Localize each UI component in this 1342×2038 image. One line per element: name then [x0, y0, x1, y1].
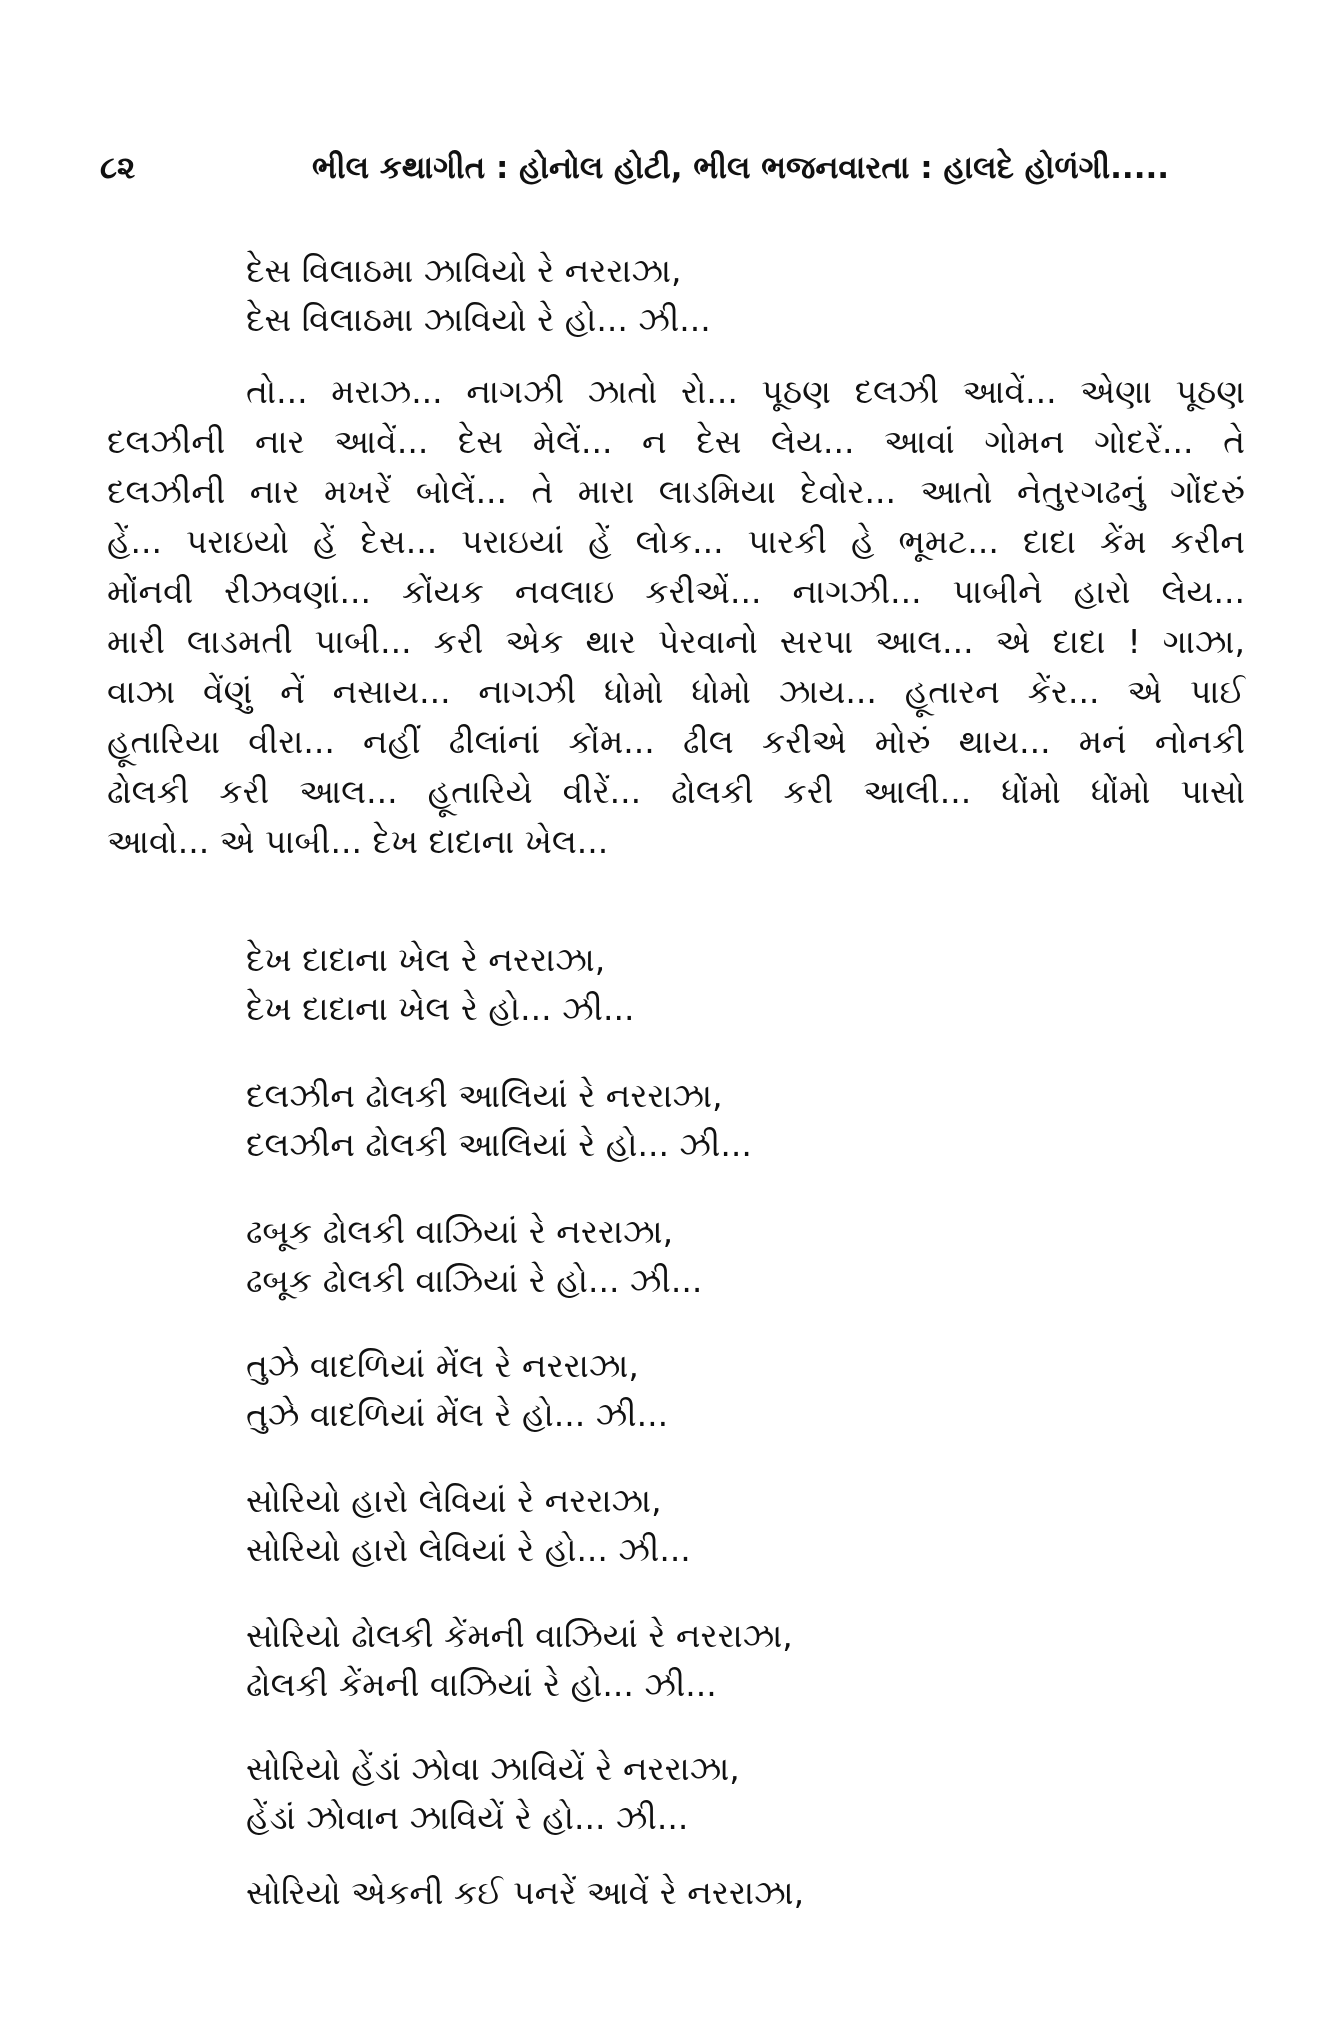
verse-line: દેખ દાદાના ખેલ રે નરરાઝા,	[246, 940, 606, 979]
prose-line: તો... મરાઝ... નાગઝી ઝાતો રો... પૂઠણ દલઝી આવેં... એણા પૂઠણ	[246, 372, 1245, 411]
prose-line: દલઝીની નાર આવેં... દેસ મેલેં... ન દેસ લેય... આવાં ગોમન ગોદરેં... તે	[107, 422, 1245, 461]
prose-line: મારી લાડમતી પાબી... કરી એક થાર પેરવાનો સરપા આલ... એ દાદા ! ગાઝા,	[107, 622, 1245, 661]
verse-line: તુઝે વાદળિયાં મેંલ રે નરરાઝા,	[246, 1346, 639, 1385]
page-number: ૮૨	[100, 150, 136, 186]
verse-line: સોરિયો એકની કઈ પનરેં આવેં રે નરરાઝા,	[246, 1873, 805, 1912]
stanza	[246, 1744, 740, 1842]
prose-line: આવો... એ પાબી... દેખ દાદાના ખેલ...	[107, 822, 609, 861]
verse-line: દલઝીન ઢોલકી આલિયાં રે નરરાઝા,	[246, 1076, 723, 1115]
verse-line: સોરિયો હારો લેવિયાં રે નરરાઝા,	[246, 1481, 662, 1520]
verse-line: દેખ દાદાના ખેલ રે હો... ઝી...	[246, 989, 635, 1028]
prose-line: હૂતારિયા વીરા... નહીં ઢીલાંનાં કોંમ... ઢીલ કરીએ મોરું થાય... મનં નોનકી	[107, 722, 1245, 761]
stanza	[246, 1207, 702, 1305]
prose-paragraph	[107, 367, 1245, 867]
verse-line: સોરિયો હેંડાં ઝોવા ઝાવિયેં રે નરરાઝા,	[246, 1749, 740, 1788]
verse-line: તુઝે વાદળિયાં મેંલ રે હો... ઝી...	[246, 1395, 669, 1434]
stanza	[246, 1611, 793, 1709]
stanza	[246, 1071, 752, 1169]
stanza	[246, 246, 711, 344]
stanza	[246, 1868, 804, 1917]
page-header	[100, 150, 1250, 200]
verse-line: દેસ વિલાઠમા ઝાવિયો રે નરરાઝા,	[246, 251, 682, 290]
stanza	[246, 935, 634, 1033]
running-title: ભીલ કથાગીત : હોનોલ હોટી, ભીલ ભજનવારતા : હાલદે હોળંગી.....	[312, 150, 1170, 186]
verse-line: દેસ વિલાઠમા ઝાવિયો રે હો... ઝી...	[246, 300, 711, 339]
prose-line: હેં... પરાઇયો હેં દેસ... પરાઇયાં હેં લોક... પારકી હે ભૂમટ... દાદા કેંમ કરીન	[107, 522, 1245, 561]
verse-line: સોરિયો હારો લેવિયાં રે હો... ઝી...	[246, 1530, 691, 1569]
verse-line: ઢબૂક ઢોલકી વાઝિયાં રે હો... ઝી...	[246, 1261, 703, 1300]
prose-line: મોંનવી રીઝવણાં... કોંયક નવલાઇ કરીએં... નાગઝી... પાબીને હારો લેય...	[107, 572, 1245, 611]
verse-line: હેંડાં ઝોવાન ઝાવિયેં રે હો... ઝી...	[246, 1798, 689, 1837]
verse-line: ઢબૂક ઢોલકી વાઝિયાં રે નરરાઝા,	[246, 1212, 674, 1251]
prose-line: ઢોલકી કરી આલ... હૂતારિયે વીરેં... ઢોલકી કરી આલી... ધોંમો ધોંમો પાસો	[107, 772, 1245, 811]
stanza	[246, 1341, 668, 1439]
verse-line: ઢોલકી કેંમની વાઝિયાં રે હો... ઝી...	[246, 1665, 717, 1704]
stanza	[246, 1476, 691, 1574]
prose-line: દલઝીની નાર મખરેં બોલેં... તે મારા લાડમિયા દેવોર... આતો નેતુરગઢનું ગોંદરું	[107, 472, 1245, 511]
verse-line: સોરિયો ઢોલકી કેંમની વાઝિયાં રે નરરાઝા,	[246, 1616, 793, 1655]
verse-line: દલઝીન ઢોલકી આલિયાં રે હો... ઝી...	[246, 1125, 752, 1164]
prose-line: વાઝા વેંણું નેં નસાય... નાગઝી ધોમો ધોમો ઝાય... હૂતારન કેંર... એ પાઈ	[107, 672, 1245, 711]
